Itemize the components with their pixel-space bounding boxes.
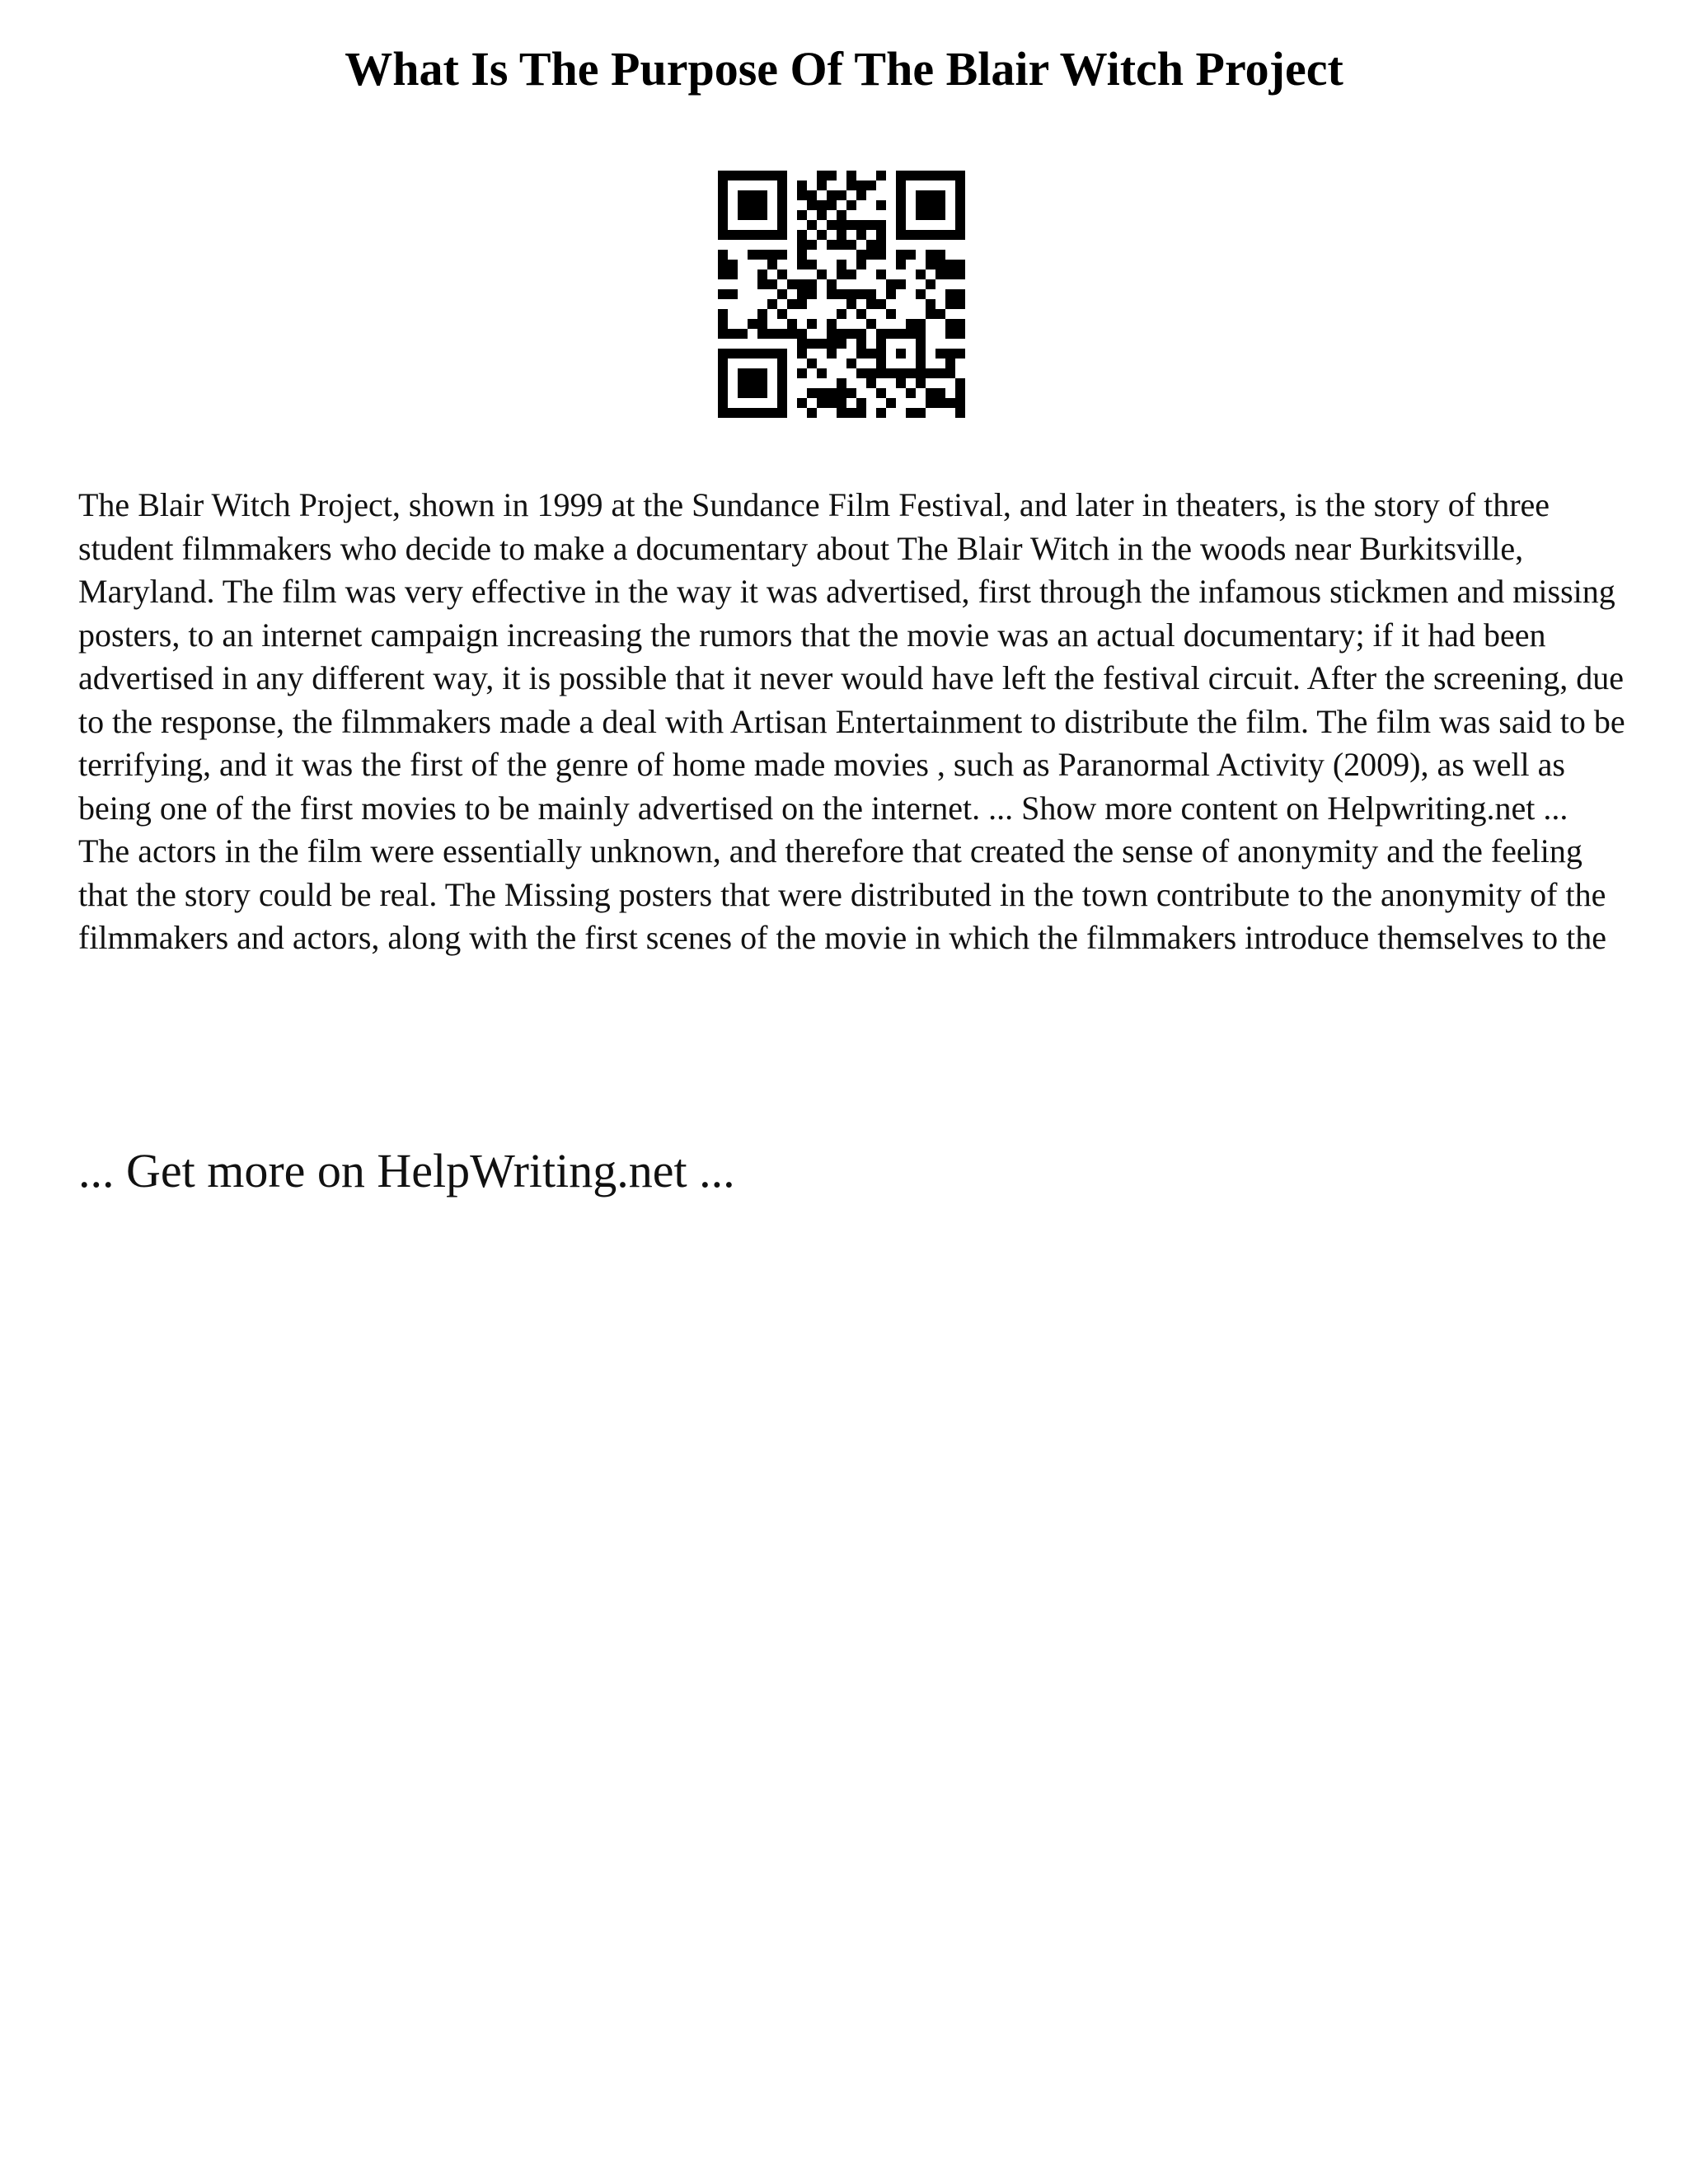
qr-module: [896, 279, 906, 289]
qr-module: [797, 279, 807, 289]
qr-module: [866, 240, 876, 250]
qr-module: [926, 309, 935, 319]
qr-module: [807, 240, 817, 250]
qr-module: [807, 190, 817, 200]
qr-module: [866, 299, 876, 309]
qr-module: [856, 180, 866, 190]
qr-module: [728, 260, 738, 269]
qr-module: [797, 240, 807, 250]
qr-module: [876, 408, 886, 418]
qr-module: [846, 240, 856, 250]
qr-module: [846, 289, 856, 299]
qr-module: [807, 220, 817, 230]
qr-module: [837, 289, 846, 299]
qr-module: [955, 319, 965, 329]
qr-module: [945, 289, 955, 299]
qr-module: [886, 398, 896, 408]
qr-module: [846, 408, 856, 418]
qr-module: [827, 171, 837, 180]
qr-module: [935, 260, 945, 269]
qr-module: [797, 299, 807, 309]
qr-module: [718, 329, 728, 339]
qr-module: [955, 349, 965, 359]
qr-finder-core-1: [738, 190, 767, 220]
qr-module: [837, 269, 846, 279]
qr-module: [827, 319, 837, 329]
qr-module: [807, 319, 817, 329]
qr-module: [797, 250, 807, 260]
qr-module: [817, 180, 827, 190]
qr-module: [935, 250, 945, 260]
qr-module: [827, 388, 837, 398]
qr-module: [807, 339, 817, 349]
qr-module: [817, 339, 827, 349]
paragraph-1: The Blair Witch Project, shown in 1999 at the Sundance Film Festival, and later in theaters, is the story of three student filmmakers who decide to make a documentary about The Blair Witch in the woods near Burkitsville, Maryland. The film was very effective in the way it was advertised, first through the infamous stickmen and missing posters, to an internet campaign increasing the rumors that the movie was an actual documentary; if it had been advertised in any different way, it is possible that it never would have left the festival circuit. After the screening, due to the response, the filmmakers made a deal with Artisan Entertainment to distribute the film. The film was said to be terrifying, and it was the first of the genre of home made movies , such as Paranormal Activity (2009), as well as being one of the first movies to be mainly advertised on the internet. ... Show more content on Helpwriting.net ...: [78, 486, 1625, 827]
qr-module: [797, 230, 807, 240]
qr-module: [866, 368, 876, 378]
qr-module: [955, 289, 965, 299]
qr-module: [777, 250, 787, 260]
qr-module: [837, 240, 846, 250]
qr-module: [718, 319, 728, 329]
qr-module: [846, 269, 856, 279]
qr-module: [916, 289, 926, 299]
qr-module: [926, 250, 935, 260]
qr-module: [797, 260, 807, 269]
qr-module: [837, 378, 846, 388]
qr-module: [876, 388, 886, 398]
qr-module: [797, 339, 807, 349]
qr-module: [846, 180, 856, 190]
qr-module: [955, 299, 965, 309]
qr-module: [807, 408, 817, 418]
qr-module: [945, 359, 955, 368]
article-body: [78, 484, 1628, 960]
qr-module: [866, 378, 876, 388]
qr-module: [945, 319, 955, 329]
qr-module: [856, 408, 866, 418]
qr-module: [846, 200, 856, 210]
qr-module: [945, 349, 955, 359]
qr-module: [846, 171, 856, 180]
qr-module: [817, 210, 827, 220]
qr-module: [837, 388, 846, 398]
qr-module: [827, 220, 837, 230]
qr-module: [856, 339, 866, 349]
qr-module: [827, 329, 837, 339]
qr-module: [767, 279, 777, 289]
qr-code-icon: [718, 171, 965, 418]
qr-module: [817, 368, 827, 378]
qr-module: [787, 279, 797, 289]
qr-module: [896, 260, 906, 269]
qr-module: [767, 250, 777, 260]
qr-module: [876, 250, 886, 260]
qr-module: [787, 319, 797, 329]
qr-module: [846, 299, 856, 309]
qr-module: [916, 319, 926, 329]
qr-module: [757, 269, 767, 279]
qr-module: [856, 230, 866, 240]
qr-module: [866, 220, 876, 230]
qr-module: [827, 200, 837, 210]
qr-module: [935, 349, 945, 359]
qr-module: [876, 299, 886, 309]
qr-module: [935, 388, 945, 398]
qr-module: [748, 250, 757, 260]
qr-module: [777, 309, 787, 319]
qr-module: [926, 260, 935, 269]
qr-module: [718, 309, 728, 319]
qr-module: [945, 368, 955, 378]
qr-module: [837, 398, 846, 408]
qr-module: [955, 398, 965, 408]
qr-module: [856, 349, 866, 359]
qr-module: [748, 319, 757, 329]
qr-module: [926, 368, 935, 378]
qr-module: [876, 240, 886, 250]
qr-module: [797, 180, 807, 190]
qr-module: [916, 269, 926, 279]
qr-module: [757, 250, 767, 260]
qr-module: [876, 220, 886, 230]
qr-module: [817, 398, 827, 408]
qr-module: [846, 388, 856, 398]
qr-module: [945, 299, 955, 309]
qr-module: [807, 260, 817, 269]
qr-module: [797, 210, 807, 220]
qr-module: [856, 260, 866, 269]
qr-module: [817, 388, 827, 398]
qr-module: [827, 349, 837, 359]
qr-module: [955, 378, 965, 388]
qr-module: [767, 329, 777, 339]
page-title: What Is The Purpose Of The Blair Witch Project: [345, 42, 1343, 96]
qr-module: [728, 269, 738, 279]
qr-module: [896, 250, 906, 260]
qr-module: [718, 269, 728, 279]
qr-module: [926, 398, 935, 408]
qr-module: [757, 279, 767, 289]
qr-module: [757, 309, 767, 319]
qr-module: [757, 329, 767, 339]
qr-module: [955, 260, 965, 269]
qr-module: [767, 260, 777, 269]
qr-module: [846, 359, 856, 368]
qr-module: [837, 220, 846, 230]
qr-module: [846, 329, 856, 339]
qr-module: [767, 299, 777, 309]
qr-module: [876, 200, 886, 210]
qr-module: [866, 180, 876, 190]
qr-module: [757, 319, 767, 329]
qr-module: [935, 269, 945, 279]
qr-module: [797, 349, 807, 359]
qr-module: [886, 309, 896, 319]
qr-module: [787, 299, 797, 309]
qr-module: [896, 378, 906, 388]
qr-module: [827, 398, 837, 408]
qr-module: [926, 388, 935, 398]
qr-module: [837, 329, 846, 339]
qr-module: [866, 319, 876, 329]
qr-module: [797, 368, 807, 378]
get-more-link[interactable]: ... Get more on HelpWriting.net ...: [78, 1144, 735, 1197]
qr-module: [866, 349, 876, 359]
qr-module: [827, 339, 837, 349]
qr-module: [837, 309, 846, 319]
qr-module: [945, 260, 955, 269]
qr-module: [817, 230, 827, 240]
qr-module: [856, 289, 866, 299]
qr-module: [916, 408, 926, 418]
qr-module: [827, 289, 837, 299]
qr-module: [837, 408, 846, 418]
qr-module: [955, 388, 965, 398]
qr-module: [856, 309, 866, 319]
qr-module: [837, 190, 846, 200]
qr-module: [787, 329, 797, 339]
qr-module: [817, 269, 827, 279]
qr-module: [827, 240, 837, 250]
qr-module: [955, 329, 965, 339]
qr-module: [866, 250, 876, 260]
qr-module: [817, 171, 827, 180]
qr-module: [935, 368, 945, 378]
qr-module: [837, 210, 846, 220]
qr-module: [837, 260, 846, 269]
qr-module: [817, 200, 827, 210]
qr-module: [718, 250, 728, 260]
qr-module: [728, 289, 738, 299]
qr-module: [807, 200, 817, 210]
qr-module: [876, 171, 886, 180]
qr-module: [955, 408, 965, 418]
qr-module: [846, 220, 856, 230]
qr-module: [876, 269, 886, 279]
qr-module: [935, 398, 945, 408]
qr-module: [797, 289, 807, 299]
qr-module: [827, 190, 837, 200]
qr-module: [807, 279, 817, 289]
qr-module: [945, 329, 955, 339]
qr-module: [797, 398, 807, 408]
qr-module: [807, 289, 817, 299]
paragraph-2: The actors in the film were essentially unknown, and therefore that created the sense of anonymity and the feeling that the story could be real. The Missing posters that were distributed in the town contribute to the anonymity of the filmmakers and actors, along with the first scenes of the movie in which the filmmakers introduce themselves to the: [78, 832, 1606, 956]
qr-module: [926, 299, 935, 309]
qr-module: [886, 279, 896, 289]
qr-module: [827, 279, 837, 289]
qr-module: [856, 220, 866, 230]
qr-module: [926, 279, 935, 289]
qr-module: [777, 269, 787, 279]
qr-module: [866, 289, 876, 299]
qr-module: [945, 398, 955, 408]
qr-module: [886, 289, 896, 299]
qr-module: [856, 368, 866, 378]
qr-module: [728, 329, 738, 339]
qr-module: [945, 269, 955, 279]
qr-module: [738, 329, 748, 339]
qr-module: [876, 230, 886, 240]
qr-module: [916, 378, 926, 388]
qr-finder-core-3: [738, 368, 767, 398]
qr-module: [777, 329, 787, 339]
qr-module: [807, 388, 817, 398]
qr-module: [906, 408, 916, 418]
qr-module: [906, 388, 916, 398]
qr-module: [837, 230, 846, 240]
qr-module: [955, 269, 965, 279]
qr-module: [807, 359, 817, 368]
qr-module: [777, 289, 787, 299]
qr-module: [718, 260, 728, 269]
qr-module: [856, 190, 866, 200]
qr-module: [797, 329, 807, 339]
qr-module: [906, 250, 916, 260]
qr-finder-core-2: [916, 190, 945, 220]
qr-alignment-core: [896, 349, 906, 359]
qr-module: [856, 398, 866, 408]
qr-module: [856, 250, 866, 260]
qr-module: [935, 309, 945, 319]
qr-module: [797, 190, 807, 200]
qr-module: [837, 339, 846, 349]
qr-module: [718, 289, 728, 299]
qr-module: [856, 329, 866, 339]
qr-module: [906, 319, 916, 329]
